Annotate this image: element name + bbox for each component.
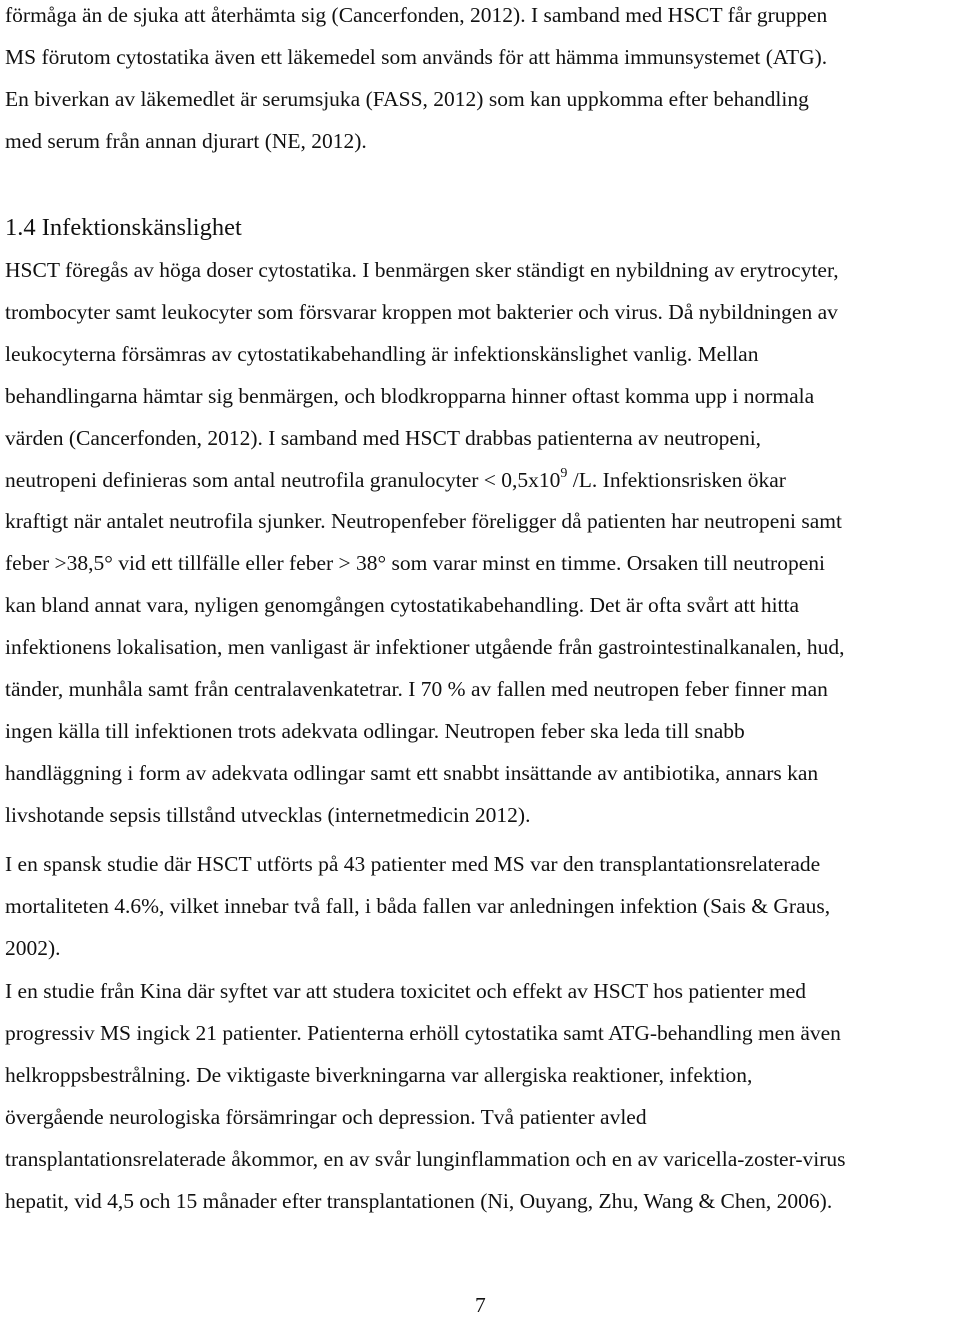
text-line: feber >38,5° vid ett tillfälle eller feber > 38° som varar minst en timme. Orsaken till neutropeni [5,551,825,576]
section-heading: 1.4 Infektionskänslighet [5,214,242,241]
text-line: förmåga än de sjuka att återhämta sig (Cancerfonden, 2012). I samband med HSCT får gruppen [5,3,828,27]
text-line-with-superscript [5,460,844,502]
text-line: tänder, munhåla samt från centralavenkatetrar. I 70 % av fallen med neutropen feber finner man [5,677,828,702]
text-line: kan bland annat vara, nyligen genomgången cytostatikabehandling. Det är ofta svårt att hitta [5,593,800,618]
text-line: hepatit, vid 4,5 och 15 månader efter transplantationen (Ni, Ouyang, Zhu, Wang & Chen, 2006). [5,1188,833,1213]
text-line: 2002). [5,935,61,960]
text-line: handläggning i form av adekvata odlingar samt ett snabbt insättande av antibiotika, annars kan [5,760,819,785]
text-line: HSCT föregås av höga doser cytostatika. I benmärgen sker ständigt en nybildning av erytrocyter, [5,258,839,282]
text-line: övergående neurologiska försämringar och depression. Två patienter avled [5,1104,647,1129]
text-line: kraftigt när antalet neutrofila sjunker. Neutropenfeber föreligger då patienten har neutropeni samt [5,509,842,534]
text-line: behandlingarna hämtar sig benmärgen, och blodkropparna hinner oftast komma upp i normala [5,383,815,408]
text-segment: neutropeni definieras som antal neutrofila granulocyter < 0,5x10 [5,467,561,492]
text-line: livshotande sepsis tillstånd utvecklas (internetmedicin 2012). [5,802,531,827]
text-line: transplantationsrelaterade åkommor, en av svår lunginflammation och en av varicella-zoster-virus [5,1146,846,1171]
text-line: progressiv MS ingick 21 patienter. Patienterna erhöll cytostatika samt ATG-behandling men även [5,1020,841,1045]
text-line: MS förutom cytostatika även ett läkemedel som används för att hämma immunsystemet (ATG). [5,44,828,69]
text-line: infektionens lokalisation, men vanligast är infektioner utgående från gastrointestinalkanalen, hud, [5,635,845,660]
paragraph-spanish-study [5,844,830,970]
text-line: ingen källa till infektionen trots adekvata odlingar. Neutropen feber ska leda till snabb [5,718,745,743]
text-line: leukocyterna försämras av cytostatikabehandling är infektionskänslighet vanlig. Mellan [5,341,759,366]
page-number: 7 [475,1293,486,1317]
text-line: I en studie från Kina där syftet var att studera toxicitet och effekt av HSCT hos patienter med [5,979,807,1003]
paragraph-atg-treatment [5,0,827,163]
text-line: värden (Cancerfonden, 2012). I samband med HSCT drabbas patienterna av neutropeni, [5,425,762,450]
text-line: trombocyter samt leukocyter som försvarar kroppen mot bakterier och virus. Då nybildningen av [5,299,838,324]
text-line: mortaliteten 4.6%, vilket innebar två fall, i båda fallen var anledningen infektion (Sais & Graus, [5,893,831,918]
text-segment: /L. Infektionsrisken ökar [567,467,786,492]
text-line: En biverkan av läkemedlet är serumsjuka (FASS, 2012) som kan uppkomma efter behandling [5,86,809,111]
superscript-exponent: 9 [560,465,568,481]
text-line: helkroppsbestrålning. De viktigaste biverkningarna var allergiska reaktioner, infektion, [5,1062,753,1087]
text-line: med serum från annan djurart (NE, 2012). [5,128,367,153]
paragraph-chinese-study [5,971,845,1222]
text-line: I en spansk studie där HSCT utförts på 43 patienter med MS var den transplantationsrelaterade [5,852,821,876]
paragraph-infection-susceptibility [5,250,844,837]
